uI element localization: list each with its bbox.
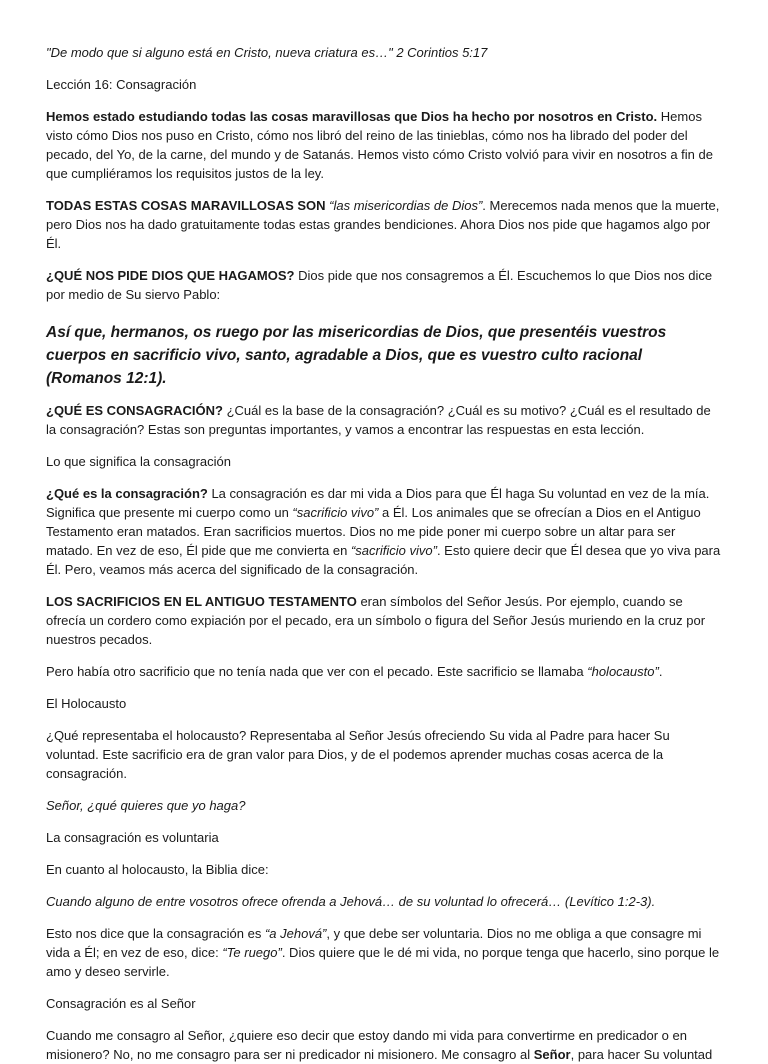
what-asks-text: Dios pide que nos consagremos a Él. Escuchemos lo que Dios nos dice por medio de Su siervo Pablo: [46, 268, 713, 302]
definition-italic-1: “sacrificio vivo” [292, 505, 379, 520]
epigraph-quote: "De modo que si alguno está en Cristo, nueva criatura es…" [46, 45, 393, 60]
other-sacrifice-text-b: . [658, 664, 663, 679]
what-asks-lead: ¿QUÉ NOS PIDE DIOS QUE HAGAMOS? [46, 268, 295, 283]
paragraph-definition [46, 484, 722, 579]
voluntary-italic-1: “a Jehová” [264, 926, 327, 941]
definition-italic-2: “sacrificio vivo” [350, 543, 437, 558]
paragraph-lord-question: Señor, ¿qué quieres que yo haga? [46, 798, 246, 813]
what-is-text: ¿Cuál es la base de la consagración? ¿Cuál es su motivo? ¿Cuál es el resultado de la consagración? Estas son preguntas importantes, y vamos a encontrar las respuestas en esta lección. [46, 403, 711, 437]
mercies-quote: “las misericordias de Dios” [325, 198, 483, 213]
paragraph-what-is [46, 401, 722, 439]
paragraph-mercies [46, 196, 722, 253]
epigraph-reference: 2 Corintios 5:17 [392, 45, 488, 60]
intro-text: Hemos visto cómo Dios nos puso en Cristo, cómo nos libró del reino de las tinieblas, cómo nos ha librado del poder del pecado, del Yo, de la carne, del mundo y de Satanás. Hemos visto cómo Cristo volvió para vivir en nosotros a fin de que cumpliéramos los requisitos justos de la ley. [46, 109, 713, 181]
what-is-lead: ¿QUÉ ES CONSAGRACIÓN? [46, 403, 223, 418]
definition-text-c: . Esto quiere decir que Él desea que yo viva para Él. Pero, veamos más acerca del significado de la consagración. [46, 543, 721, 577]
paragraph-what-asks [46, 266, 722, 304]
heading-holocaust: El Holocausto [46, 696, 127, 711]
mercies-text: . Merecemos nada menos que la muerte, pero Dios nos ha dado gratuitamente todas estas grandes bendiciones. Ahora Dios nos pide que hagamos algo por Él. [46, 198, 720, 251]
to-lord-bold: Señor [533, 1047, 571, 1062]
romans-verse: Así que, hermanos, os ruego por las misericordias de Dios, que presentéis vuestros cuerpos en sacrificio vivo, santo, agradable a Dios, que es vuestro culto racional (Romanos 12:1). [46, 324, 667, 387]
paragraph-intro [46, 107, 722, 183]
old-testament-text: eran símbolos del Señor Jesús. Por ejemplo, cuando se ofrecía un cordero como expiación por el pecado, era un símbolo o figura del Señor Jesús muriendo en la cruz por nuestros pecados. [46, 594, 706, 647]
voluntary-text-c: . Dios quiere que le dé mi vida, no porque tenga que hacerlo, sino porque le amo y deseo servirle. [46, 945, 720, 979]
voluntary-text-a: Esto nos dice que la consagración es [46, 926, 265, 941]
heading-meaning: Lo que significa la consagración [46, 454, 232, 469]
definition-text-b: a Él. Los animales que se ofrecían a Dios en el Antiguo Testamento eran matados. Eran sacrificios muertos. Dios no me pide poner mi cuerpo sobre un altar para ser matado. En vez de eso, Él pide que me convierta en [46, 505, 701, 558]
paragraph-other-sacrifice [46, 662, 722, 681]
heading-to-the-lord: Consagración es al Señor [46, 996, 196, 1011]
paragraph-voluntary [46, 924, 722, 981]
epigraph [46, 43, 722, 62]
definition-text-a: La consagración es dar mi vida a Dios para que Él haga Su voluntad en vez de la mía. Significa que presente mi cuerpo como un [46, 486, 710, 520]
voluntary-text-b: , y que debe ser voluntaria. Dios no me obliga a que consagre mi vida a Él; en vez de eso, dice: [46, 926, 702, 960]
voluntary-italic-2: “Te ruego” [222, 945, 282, 960]
mercies-lead: TODAS ESTAS COSAS MARAVILLOSAS SON [46, 198, 326, 213]
definition-lead: ¿Qué es la consagración? [46, 486, 208, 501]
to-lord-text-a: Cuando me consagro al Señor, ¿quiere eso decir que estoy dando mi vida para convertirme en predicador o en misionero? No, no me consagro para ser ni predicador ni misionero. Me consagro al [46, 1028, 687, 1062]
lesson-title: Lección 16: Consagración [46, 77, 197, 92]
old-testament-lead: LOS SACRIFICIOS EN EL ANTIGUO TESTAMENTO [46, 594, 357, 609]
leviticus-quote: Cuando alguno de entre vosotros ofrece ofrenda a Jehová… de su voluntad lo ofrecerá… (Levítico 1:2-3). [46, 894, 656, 909]
other-sacrifice-text-a: Pero había otro sacrificio que no tenía nada que ver con el pecado. Este sacrificio se llamaba [46, 664, 588, 679]
paragraph-holocaust: ¿Qué representaba el holocausto? Representaba al Señor Jesús ofreciendo Su vida al Padre para hacer Su voluntad. Este sacrificio era de gran valor para Dios, y de el podemos aprender muchas cosas acerca de la consagración. [46, 728, 670, 781]
paragraph-bible-says: En cuanto al holocausto, la Biblia dice: [46, 862, 269, 877]
paragraph-old-testament [46, 592, 722, 649]
other-sacrifice-italic: “holocausto” [587, 664, 659, 679]
paragraph-to-the-lord [46, 1026, 722, 1064]
intro-bold-sentence: Hemos estado estudiando todas las cosas maravillosas que Dios ha hecho por nosotros en Cristo. [46, 109, 658, 124]
heading-voluntary: La consagración es voluntaria [46, 830, 219, 845]
to-lord-text-c: , para hacer Su voluntad [570, 1047, 713, 1062]
